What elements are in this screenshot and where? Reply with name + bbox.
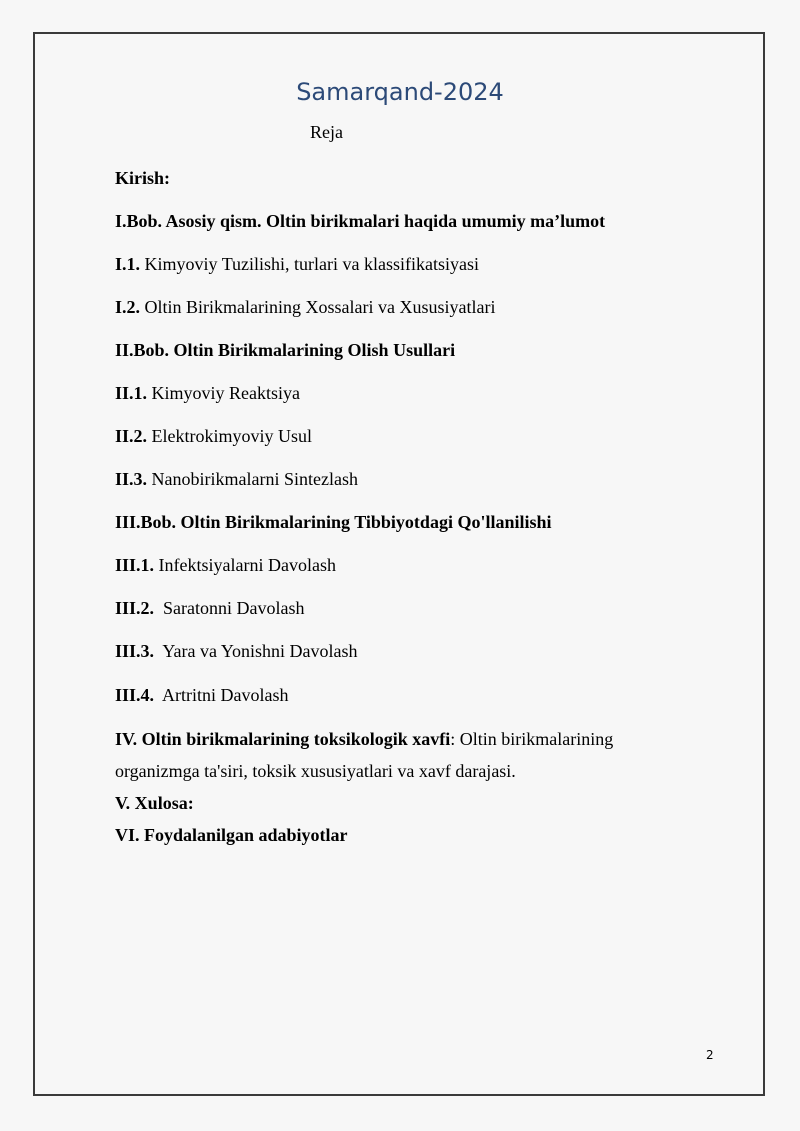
page-title: Samarqand-2024 (296, 78, 504, 106)
section-title: Kimyoviy Reaktsiya (147, 383, 300, 403)
toc-introduction (115, 167, 170, 189)
toc-section-1-1 (115, 253, 479, 275)
toc-section-3-2 (115, 597, 304, 619)
toc-section-2-3 (115, 468, 358, 490)
toc-references-label: VI. Foydalanilgan adabiyotlar (115, 825, 348, 845)
section-title: Infektsiyalarni Davolash (154, 555, 336, 575)
section-number: III.3. (115, 641, 155, 661)
toc-chapter-4-title: IV. Oltin birikmalarining toksikologik xavfi (115, 729, 451, 749)
section-number: I.1. (115, 254, 141, 274)
toc-chapter-3 (115, 511, 551, 533)
section-number: III.2. (115, 598, 155, 618)
section-title: Nanobirikmalarni Sintezlash (147, 469, 358, 489)
section-title: Yara va Yonishni Davolash (154, 641, 358, 661)
section-title: Artritni Davolash (154, 685, 289, 705)
toc-chapter-2 (115, 339, 455, 361)
toc-references (115, 824, 348, 846)
toc-conclusion (115, 792, 194, 814)
section-number: II.1. (115, 383, 148, 403)
toc-section-3-4 (115, 684, 289, 706)
toc-chapter-1 (115, 210, 605, 232)
toc-chapter-4-description-cont: organizmga ta'siri, toksik xususiyatlari va xavf darajasi. (115, 761, 516, 781)
section-title: Saratonni Davolash (154, 598, 305, 618)
toc-conclusion-label: V. Xulosa: (115, 793, 194, 813)
section-number: II.3. (115, 469, 148, 489)
toc-chapter-4-continuation (115, 760, 516, 782)
toc-section-1-2 (115, 296, 495, 318)
section-number: I.2. (115, 297, 141, 317)
section-title: Elektrokimyoviy Usul (147, 426, 313, 446)
toc-chapter-2-title: II.Bob. Oltin Birikmalarining Olish Usullari (115, 340, 456, 360)
section-number: III.1. (115, 555, 155, 575)
toc-chapter-1-title: I.Bob. Asosiy qism. Oltin birikmalari haqida umumiy ma’lumot (115, 211, 606, 231)
toc-section-2-2 (115, 425, 312, 447)
section-number: III.4. (115, 685, 155, 705)
toc-chapter-4-description: : Oltin birikmalarining (450, 729, 614, 749)
toc-section-3-3 (115, 640, 358, 662)
toc-chapter-3-title: III.Bob. Oltin Birikmalarining Tibbiyotdagi Qo'llanilishi (115, 512, 552, 532)
section-title: Oltin Birikmalarining Xossalari va Xususiyatlari (140, 297, 496, 317)
toc-chapter-4 (115, 728, 613, 750)
plan-heading: Reja (310, 122, 343, 142)
page-number: 2 (706, 1048, 714, 1062)
toc-section-3-1 (115, 554, 336, 576)
toc-section-2-1 (115, 382, 300, 404)
toc-introduction-label: Kirish: (115, 168, 171, 188)
section-number: II.2. (115, 426, 148, 446)
section-title: Kimyoviy Tuzilishi, turlari va klassifikatsiyasi (140, 254, 480, 274)
